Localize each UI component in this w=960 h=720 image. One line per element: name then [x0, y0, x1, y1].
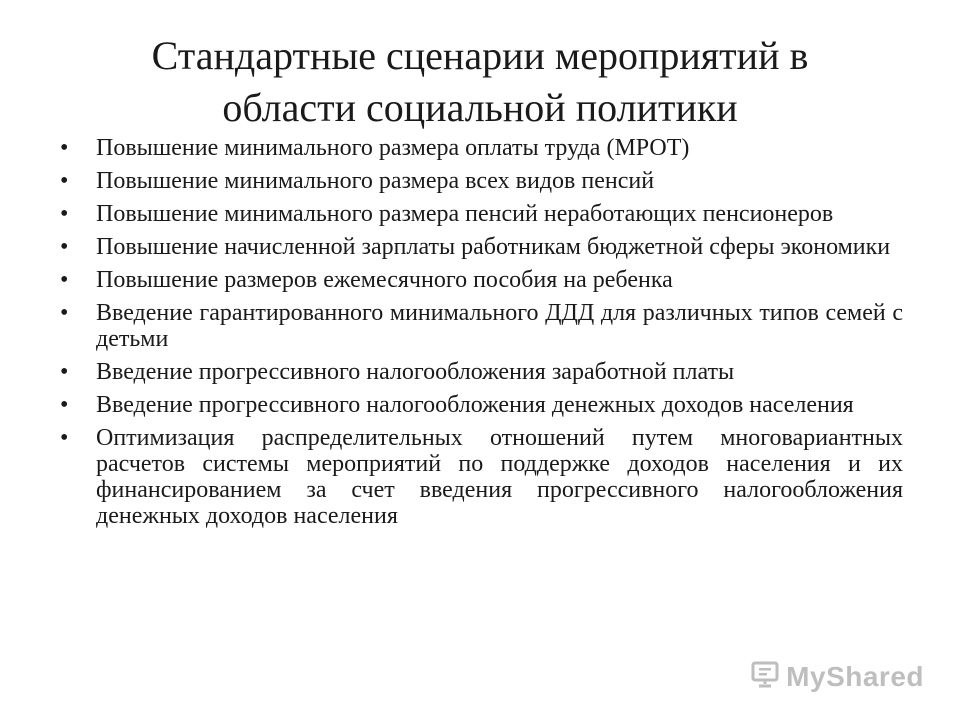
- list-item-text: Повышение размеров ежемесячного пособия на ребенка: [96, 267, 673, 293]
- list-item: [60, 425, 903, 529]
- bullet-icon: •: [60, 135, 69, 161]
- bullet-icon: •: [60, 392, 69, 418]
- bullet-icon: •: [60, 168, 69, 194]
- list-item: [60, 135, 903, 161]
- presentation-board-icon: [750, 659, 780, 694]
- bullet-icon: •: [60, 359, 69, 385]
- slide-title: [80, 30, 880, 134]
- watermark-text: MyShared: [786, 660, 924, 692]
- bullet-icon: •: [60, 234, 69, 260]
- list-item: [60, 201, 903, 227]
- list-item-text: Введение гарантированного минимального ДДД для различных типов семей с детьми: [96, 300, 903, 352]
- list-item: [60, 359, 903, 385]
- bullet-icon: •: [60, 201, 69, 227]
- slide-title-line-1: Стандартные сценарии мероприятий в: [151, 33, 809, 78]
- list-item-text: Введение прогрессивного налогообложения заработной платы: [96, 359, 735, 385]
- list-item-text: Оптимизация распределительных отношений путем многовариантных расчетов системы мероприятий по поддержке доходов населения и их финансированием за счет введения прогрессивного налогообложения денежных доходов населения: [96, 425, 903, 529]
- watermark-logo: [750, 659, 924, 694]
- list-item: [60, 234, 903, 260]
- list-item-text: Повышение минимального размера пенсий неработающих пенсионеров: [96, 201, 834, 227]
- list-item: [60, 168, 903, 194]
- bullet-list: [60, 135, 903, 536]
- bullet-icon: •: [60, 300, 69, 326]
- list-item: [60, 267, 903, 293]
- bullet-icon: •: [60, 425, 69, 451]
- list-item: [60, 392, 903, 418]
- list-item-text: Повышение минимального размера всех видов пенсий: [96, 168, 655, 194]
- slide-title-line-2: области социальной политики: [222, 85, 738, 130]
- list-item-text: Введение прогрессивного налогообложения денежных доходов населения: [96, 392, 854, 418]
- list-item-text: Повышение начисленной зарплаты работникам бюджетной сферы экономики: [96, 234, 891, 260]
- list-item: [60, 300, 903, 352]
- bullet-icon: •: [60, 267, 69, 293]
- list-item-text: Повышение минимального размера оплаты труда (МРОТ): [96, 135, 690, 161]
